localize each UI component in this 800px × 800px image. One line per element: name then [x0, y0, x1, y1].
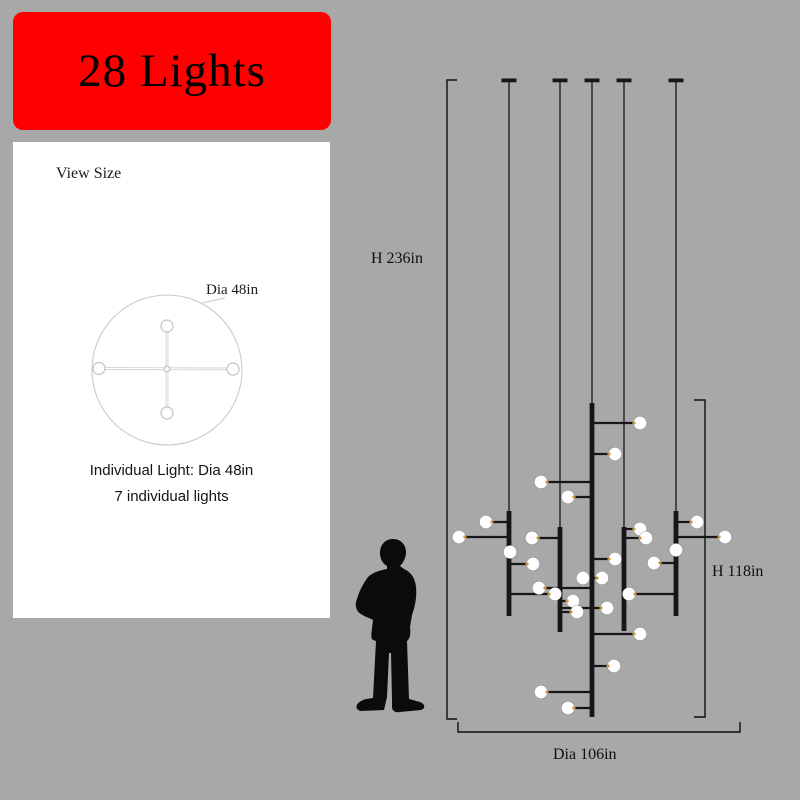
individual-light-caption: Individual Light: Dia 48in	[89, 462, 254, 479]
view-size-title: View Size	[56, 165, 122, 182]
fixture-diameter-line	[458, 722, 740, 732]
fixture-height-bracket	[694, 400, 705, 717]
scale-man-silhouette	[356, 539, 425, 712]
diagram-diameter-label: Dia 48in	[206, 282, 259, 298]
overall-height-bracket	[447, 80, 457, 719]
overall-height-label: H 236in	[371, 250, 423, 267]
fixture-diameter-label: Dia 106in	[553, 746, 617, 763]
lights-count-label: 28 Lights	[78, 45, 266, 97]
individual-lights-count-caption: 7 individual lights	[114, 488, 229, 505]
fixture-height-label: H 118in	[712, 563, 764, 580]
